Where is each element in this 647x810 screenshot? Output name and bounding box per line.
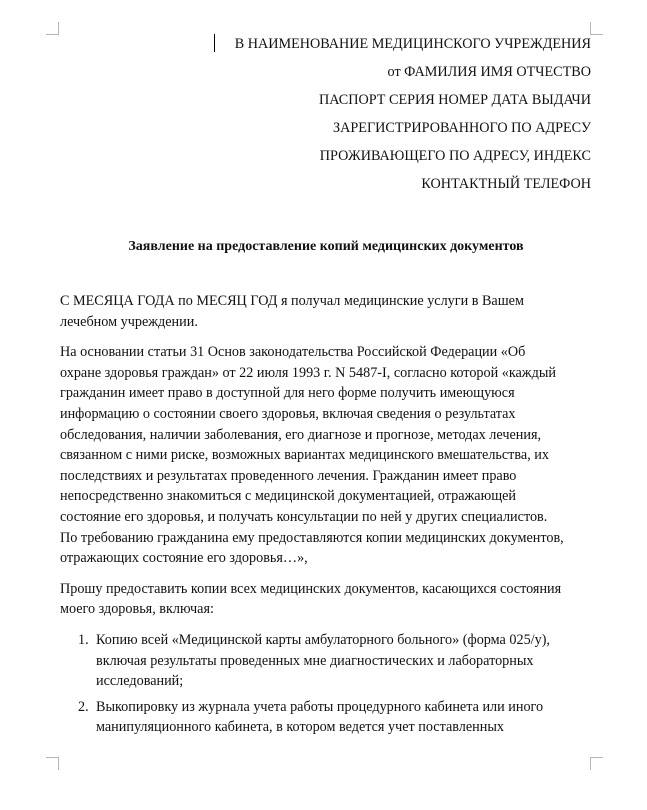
paragraph-line: непосредственно знакомиться с медицинской документацией, отражающей [60,488,517,505]
list-item [60,630,598,692]
list-item-line: Выкопировку из журнала учета работы процедурного кабинета или иного [96,698,544,715]
list-item-line: манипуляционного кабинета, в котором ведется учет поставленных [96,719,504,736]
document-body [60,291,598,743]
margin-mark-top-left [46,22,59,35]
paragraph-line: лечебном учреждении. [60,313,198,330]
header-line-passport: ПАСПОРТ СЕРИЯ НОМЕР ДАТА ВЫДАЧИ [319,92,591,108]
paragraph-request [60,579,598,620]
document-title: Заявление на предоставление копий медицинских документов [128,239,524,254]
paragraph-line: информацию о состоянии своего здоровья, включая сведения о результатах [60,405,516,422]
paragraph-line: отражающих состояние его здоровья…», [60,550,308,567]
header-line-registered-address: ЗАРЕГИСТРИРОВАННОГО ПО АДРЕСУ [333,120,591,136]
header-line-from-name: от ФАМИЛИЯ ИМЯ ОТЧЕСТВО [387,64,591,80]
requested-documents-list [60,630,598,738]
paragraph-line: охране здоровья граждан» от 22 июля 1993 г. N 5487-I, согласно которой «каждый [60,364,556,381]
paragraph-legal-basis [60,342,598,569]
paragraph-line: последствиях и результатах проведенного лечения. Гражданин имеет право [60,467,517,484]
list-item-number: 1. [78,631,89,648]
paragraph-line: связанном с ними риске, возможных вариантах медицинского вмешательства, их [60,447,549,464]
paragraph-services-period [60,291,598,332]
paragraph-line: обследования, наличии заболевания, его диагнозе и прогнозе, методах лечения, [60,426,542,443]
paragraph-line: гражданин имеет право в доступной для него форме получить имеющуюся [60,385,515,402]
paragraph-line: По требованию гражданина ему предоставляются копии медицинских документов, [60,529,564,546]
paragraph-line: С МЕСЯЦА ГОДА по МЕСЯЦ ГОД я получал медицинские услуги в Вашем [60,293,524,309]
paragraph-line: моего здоровья, включая: [60,601,214,618]
paragraph-line: состояние его здоровья, и получать консультации по ней у других специалистов. [60,508,548,525]
list-item [60,697,598,738]
addressee-header [191,35,591,203]
paragraph-line: На основании статьи 31 Основ законодательства Российской Федерации «Об [60,344,526,361]
margin-mark-bottom-left [46,757,59,770]
list-item-line: включая результаты проведенных мне диагностических и лабораторных [96,652,534,669]
margin-mark-top-right [590,22,603,35]
paragraph-line: Прошу предоставить копии всех медицинских документов, касающихся состояния [60,580,562,597]
header-line-institution: В НАИМЕНОВАНИЕ МЕДИЦИНСКОГО УЧРЕЖДЕНИЯ [234,36,591,52]
list-item-number: 2. [78,698,89,715]
header-line-phone: КОНТАКТНЫЙ ТЕЛЕФОН [421,176,591,192]
list-item-line: Копию всей «Медицинской карты амбулаторного больного» (форма 025/у), [96,631,550,648]
header-line-residence-address: ПРОЖИВАЮЩЕГО ПО АДРЕСУ, ИНДЕКС [319,148,591,164]
margin-mark-bottom-right [590,757,603,770]
list-item-line: исследований; [96,673,184,690]
